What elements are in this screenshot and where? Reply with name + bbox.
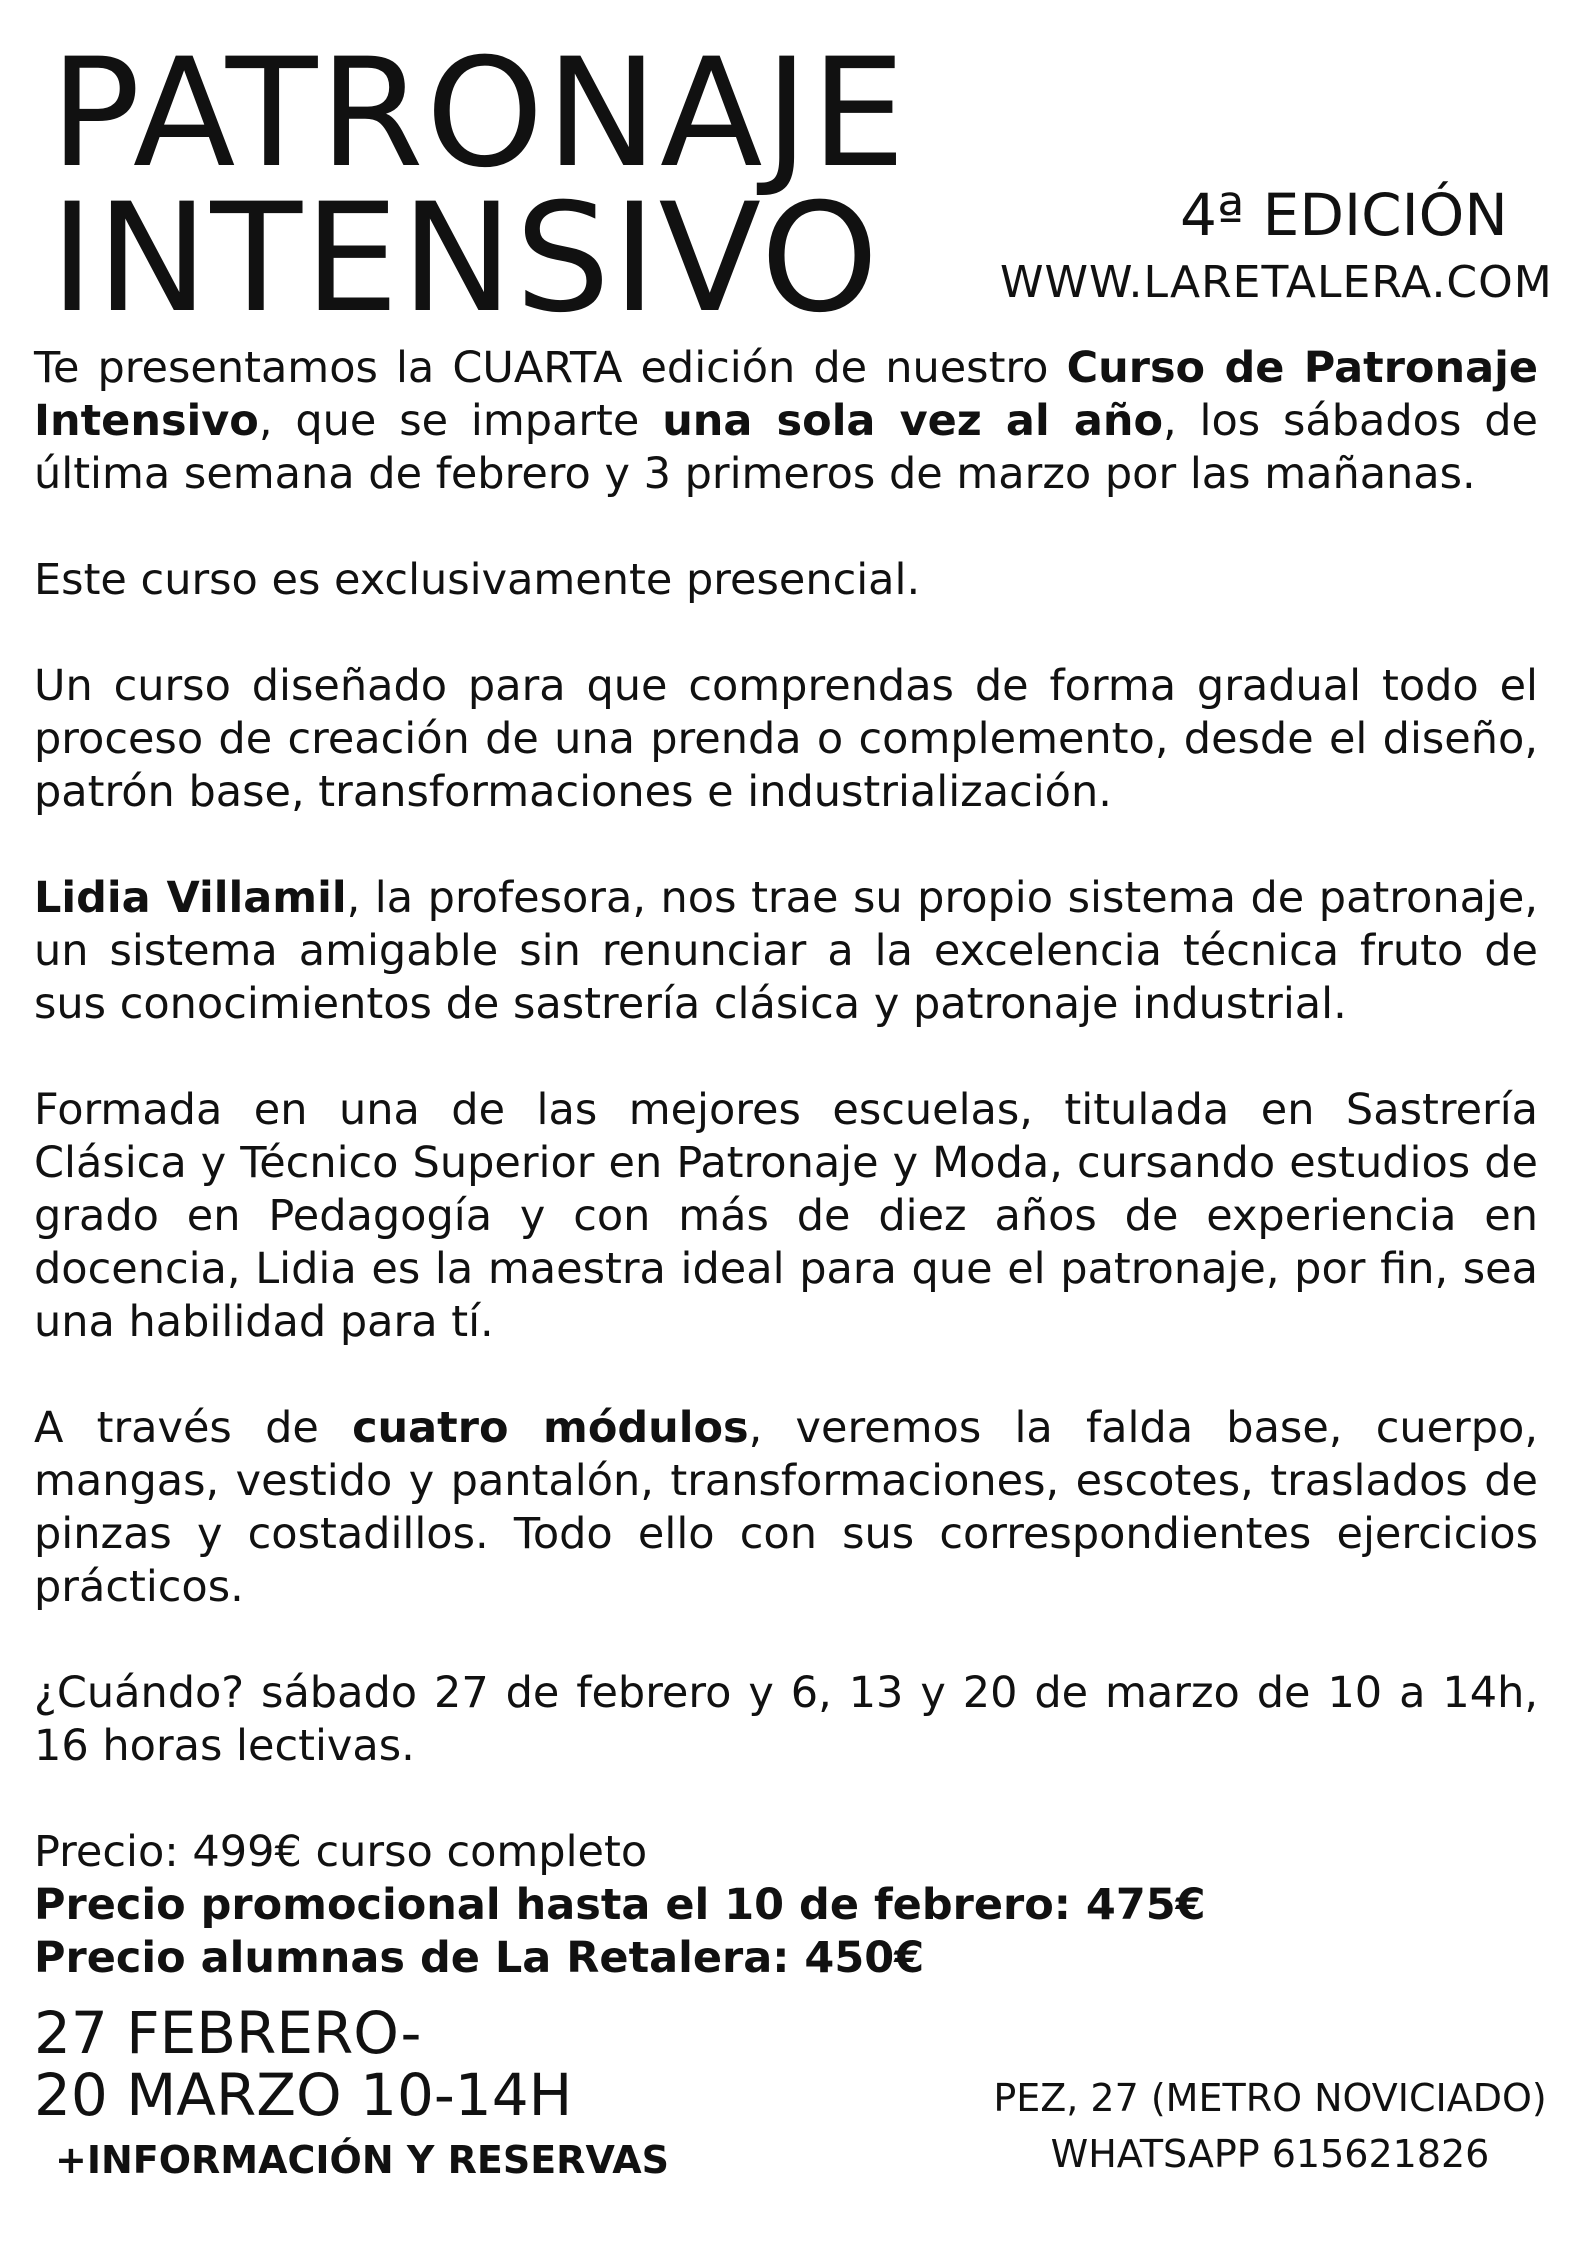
modules-count: cuatro módulos bbox=[352, 1403, 749, 1453]
intro-paragraph bbox=[34, 342, 1538, 501]
promo-price-line bbox=[34, 1879, 1538, 1932]
title-line-2: INTENSIVO bbox=[50, 172, 881, 346]
schedule-paragraph: ¿Cuándo? sábado 27 de febrero y 6, 13 y 20 de marzo de 10 a 14h, 16 horas lectivas. bbox=[34, 1668, 1538, 1771]
teacher-text: , la profesora, nos trae su propio sistema de patronaje, un sistema amigable sin renunciar a la excelencia técnica fruto de sus conocimientos de sastrería clásica y patronaje industrial. bbox=[34, 873, 1538, 1029]
intro-text-a: Te presentamos la CUARTA edición de nuestro bbox=[34, 343, 1067, 393]
address: PEZ, 27 (METRO NOVICIADO) bbox=[993, 2076, 1547, 2120]
website-link[interactable]: WWW.LARETALERA.COM bbox=[1000, 257, 1553, 308]
course-dates bbox=[34, 1999, 573, 2129]
info-reservations: +INFORMACIÓN Y RESERVAS bbox=[55, 2138, 670, 2182]
teacher-paragraph bbox=[34, 872, 1538, 1031]
training-paragraph: Formada en una de las mejores escuelas, titulada en Sastrería Clásica y Técnico Superior en Patronaje y Moda, cursando estudios de grado en Pedagogía y con más de diez años de experiencia en docencia, Lidia es la maestra ideal para que el patronaje, por fin, sea una habilidad para tí. bbox=[34, 1085, 1538, 1347]
page-title bbox=[50, 27, 908, 346]
promo-price: Precio promocional hasta el 10 de febrero: 475€ bbox=[34, 1880, 1206, 1930]
title-line-1: PATRONAJE bbox=[50, 27, 908, 201]
once-a-year: una sola vez al año bbox=[662, 396, 1163, 446]
modules-text-c: , veremos la falda base, cuerpo, mangas, vestido y pantalón, transformaciones, escotes, traslados de pinzas y costadillos. Todo ello con sus correspondientes ejercicios prácticos. bbox=[34, 1403, 1538, 1612]
intro-text-e: , los sábados de última semana de febrero y 3 primeros de marzo por las mañanas. bbox=[34, 396, 1538, 499]
presential-paragraph: Este curso es exclusivamente presencial. bbox=[34, 555, 921, 605]
intro-text-c: , que se imparte bbox=[258, 396, 663, 446]
modules-paragraph bbox=[34, 1402, 1538, 1614]
course-description bbox=[34, 342, 1538, 1985]
design-paragraph: Un curso diseñado para que comprendas de forma gradual todo el proceso de creación de una prenda o complemento, desde el diseño, patrón base, transformaciones e industrialización. bbox=[34, 661, 1538, 817]
teacher-name: Lidia Villamil bbox=[34, 873, 347, 923]
students-price: Precio alumnas de La Retalera: 450€ bbox=[34, 1933, 925, 1983]
dates-line-1: 27 FEBRERO- bbox=[34, 1999, 422, 2067]
dates-line-2: 20 MARZO 10-14H bbox=[34, 2061, 573, 2129]
price-line: Precio: 499€ curso completo bbox=[34, 1827, 648, 1877]
modules-text-a: A través de bbox=[34, 1403, 353, 1453]
contact-block bbox=[990, 2070, 1550, 2182]
edition-label: 4ª EDICIÓN bbox=[1180, 181, 1508, 249]
whatsapp: WHATSAPP 615621826 bbox=[1050, 2132, 1490, 2176]
students-price-line bbox=[34, 1932, 1538, 1985]
course-name: Curso de Patronaje Intensivo bbox=[34, 343, 1538, 446]
